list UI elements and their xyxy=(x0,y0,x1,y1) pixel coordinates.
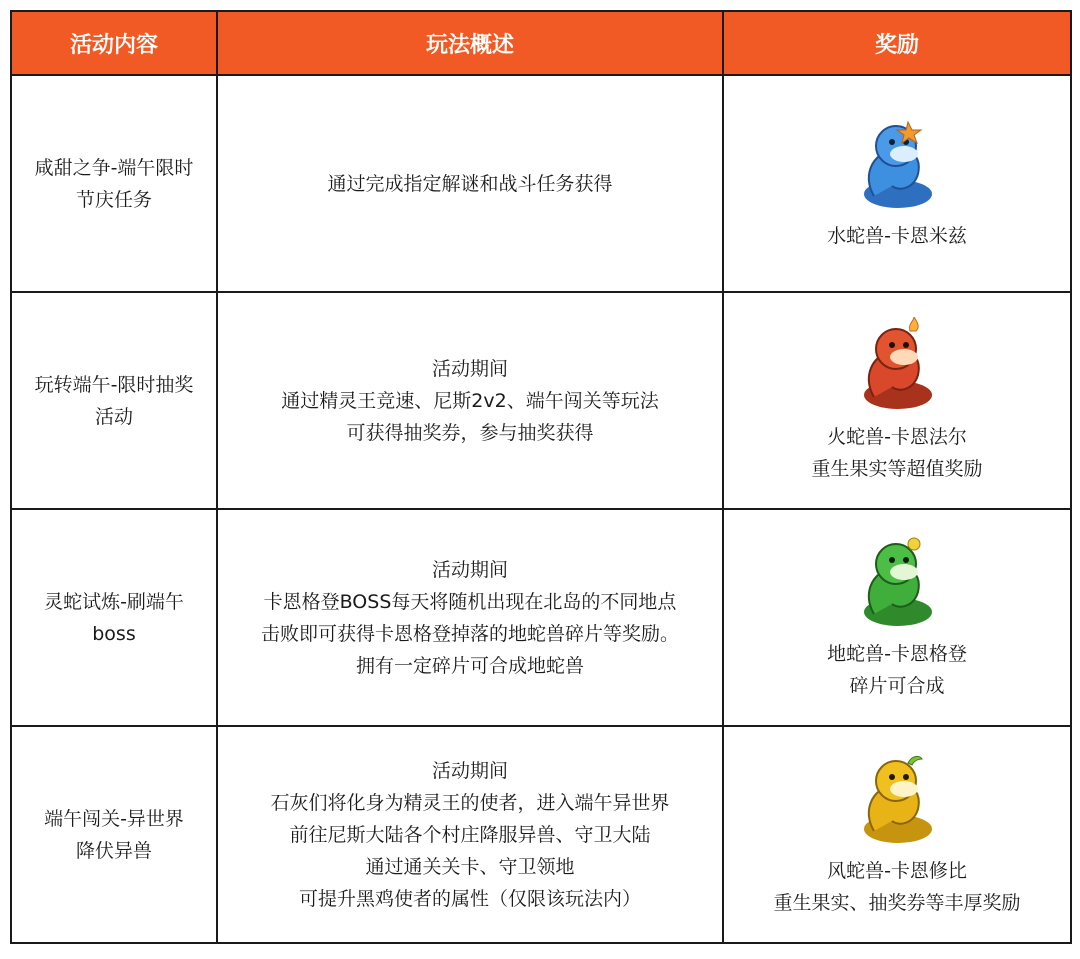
reward-text: 水蛇兽-卡恩米兹 xyxy=(827,224,967,247)
reward-cell xyxy=(723,75,1071,292)
reward-text: 火蛇兽-卡恩法尔 xyxy=(827,425,967,448)
activity-text: 降伏异兽 xyxy=(75,839,152,862)
reward-cell xyxy=(723,292,1071,509)
activity-text: 灵蛇试炼-刷端午 xyxy=(44,590,184,613)
activity-text: 玩转端午-限时抽奖 xyxy=(34,373,194,396)
activity-text: boss xyxy=(92,622,136,645)
description-cell xyxy=(217,726,723,943)
table-row xyxy=(11,292,1071,509)
description-cell xyxy=(217,292,723,509)
reward-text: 地蛇兽-卡恩格登 xyxy=(827,642,967,665)
description-text: 卡恩格登BOSS每天将随机出现在北岛的不同地点 xyxy=(263,590,677,613)
description-cell xyxy=(217,75,723,292)
reward-cell xyxy=(723,726,1071,943)
reward-text: 重生果实等超值奖励 xyxy=(811,457,983,480)
fire-snake-pet-icon xyxy=(852,317,942,413)
description-text: 活动期间 xyxy=(431,558,508,581)
description-text: 拥有一定碎片可合成地蛇兽 xyxy=(355,654,584,677)
description-text: 通过通关关卡、守卫领地 xyxy=(365,855,575,878)
table-header-row xyxy=(11,11,1071,75)
description-text: 击败即可获得卡恩格登掉落的地蛇兽碎片等奖励。 xyxy=(260,622,679,645)
activity-cell xyxy=(11,75,217,292)
reward-text: 碎片可合成 xyxy=(849,674,945,697)
header-activity: 活动内容 xyxy=(11,11,217,75)
activity-cell xyxy=(11,726,217,943)
description-text: 活动期间 xyxy=(431,759,508,782)
activity-cell xyxy=(11,292,217,509)
description-text: 可提升黑鸡使者的属性（仅限该玩法内） xyxy=(298,887,641,910)
description-cell xyxy=(217,509,723,726)
activity-text: 咸甜之争-端午限时 xyxy=(34,156,194,179)
description-text: 活动期间 xyxy=(431,357,508,380)
activity-text: 端午闯关-异世界 xyxy=(44,807,184,830)
table-row xyxy=(11,509,1071,726)
description-text: 通过完成指定解谜和战斗任务获得 xyxy=(327,172,613,195)
earth-snake-pet-icon xyxy=(852,534,942,630)
description-text: 前往尼斯大陆各个村庄降服异兽、守卫大陆 xyxy=(289,823,651,846)
description-text: 可获得抽奖券，参与抽奖获得 xyxy=(346,421,594,444)
activity-text: 活动 xyxy=(94,405,133,428)
activity-text: 节庆任务 xyxy=(75,188,152,211)
water-snake-pet-icon xyxy=(852,116,942,212)
reward-cell xyxy=(723,509,1071,726)
description-text: 石灰们将化身为精灵王的使者，进入端午异世界 xyxy=(270,791,670,814)
event-table xyxy=(10,10,1072,944)
table-row xyxy=(11,726,1071,943)
reward-text: 风蛇兽-卡恩修比 xyxy=(827,859,967,882)
description-text: 通过精灵王竞速、尼斯2v2、端午闯关等玩法 xyxy=(281,389,659,412)
activity-cell xyxy=(11,509,217,726)
reward-text: 重生果实、抽奖券等丰厚奖励 xyxy=(773,891,1021,914)
header-reward: 奖励 xyxy=(723,11,1071,75)
header-description: 玩法概述 xyxy=(217,11,723,75)
wind-snake-pet-icon xyxy=(852,751,942,847)
table-row xyxy=(11,75,1071,292)
